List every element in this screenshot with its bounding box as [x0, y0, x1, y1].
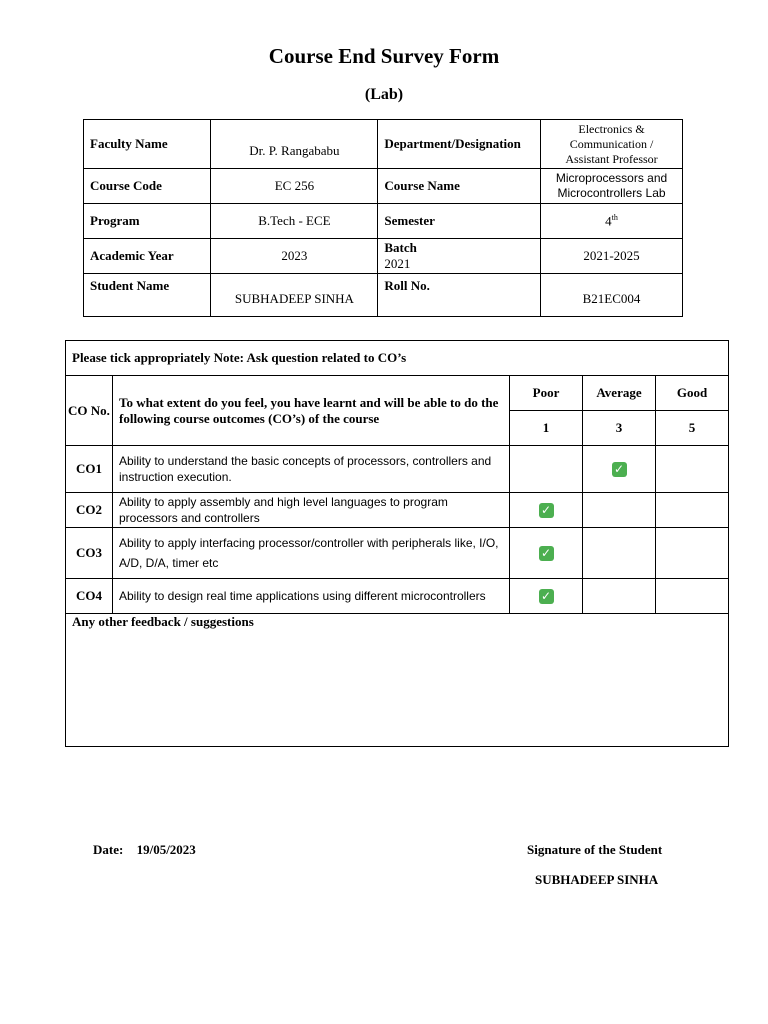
checkmark-icon: ✓	[539, 546, 554, 561]
page-title: Course End Survey Form	[268, 44, 500, 68]
page-subtitle: (Lab)	[364, 86, 404, 103]
department-value: Electronics & Communication / Assistant Professor	[541, 120, 683, 169]
feedback-row	[66, 614, 729, 747]
info-row-course	[84, 169, 683, 204]
info-row-faculty	[84, 120, 683, 169]
feedback-label: Any other feedback / suggestions	[72, 614, 254, 629]
co1-poor-cell[interactable]	[510, 446, 583, 493]
question-header: To what extent do you feel, you have learnt and will be able to do the following course outcomes (CO’s) of the course	[113, 376, 510, 446]
info-row-student	[84, 274, 683, 317]
co-id: CO4	[66, 579, 113, 614]
co3-average-cell[interactable]	[583, 528, 656, 579]
info-row-academic-year	[84, 239, 683, 274]
co-id: CO1	[66, 446, 113, 493]
co2-poor-cell[interactable]	[510, 493, 583, 528]
feedback-area[interactable]	[66, 614, 729, 747]
survey-row-co2	[66, 493, 729, 528]
semester-suffix: th	[611, 212, 618, 222]
academic-year-value: 2023	[211, 239, 378, 274]
semester-label: Semester	[378, 204, 541, 239]
checkmark-icon: ✓	[612, 462, 627, 477]
co2-good-cell[interactable]	[656, 493, 729, 528]
co-id: CO3	[66, 528, 113, 579]
survey-row-co4	[66, 579, 729, 614]
co-description: Ability to design real time applications using different microcontrollers	[113, 579, 510, 614]
checkmark-icon: ✓	[539, 503, 554, 518]
co1-average-cell[interactable]	[583, 446, 656, 493]
co2-average-cell[interactable]	[583, 493, 656, 528]
program-value: B.Tech - ECE	[211, 204, 378, 239]
batch-start-year: 2021	[384, 256, 411, 271]
date-label: Date:	[93, 842, 124, 857]
faculty-name-value: Dr. P. Rangababu	[211, 120, 378, 169]
rating-score-poor: 1	[510, 411, 583, 446]
date-line	[93, 842, 196, 858]
rating-header-average: Average	[583, 376, 656, 411]
department-label: Department/Designation	[378, 120, 541, 169]
co3-good-cell[interactable]	[656, 528, 729, 579]
co4-good-cell[interactable]	[656, 579, 729, 614]
student-name-value: SUBHADEEP SINHA	[211, 274, 378, 317]
roll-value: B21EC004	[541, 274, 683, 317]
course-outcome-survey-table	[65, 340, 729, 747]
roll-label: Roll No.	[378, 274, 541, 317]
batch-label: Batch	[384, 240, 417, 255]
co4-average-cell[interactable]	[583, 579, 656, 614]
batch-cell	[378, 239, 541, 274]
program-label: Program	[84, 204, 211, 239]
survey-row-co1	[66, 446, 729, 493]
survey-row-co3	[66, 528, 729, 579]
survey-note-row	[66, 341, 729, 376]
survey-note: Please tick appropriately Note: Ask question related to CO’s	[66, 341, 729, 376]
student-name-label: Student Name	[84, 274, 211, 317]
info-row-program	[84, 204, 683, 239]
survey-header-row	[66, 376, 729, 411]
course-code-value: EC 256	[211, 169, 378, 204]
co3-poor-cell[interactable]	[510, 528, 583, 579]
course-info-table	[83, 119, 683, 317]
semester-value: 4	[605, 213, 612, 229]
date-value: 19/05/2023	[136, 842, 196, 857]
co-description: Ability to apply assembly and high level languages to program processors and controllers	[113, 493, 510, 528]
semester-value-cell	[541, 204, 683, 239]
co4-poor-cell[interactable]	[510, 579, 583, 614]
batch-value: 2021-2025	[541, 239, 683, 274]
rating-score-average: 3	[583, 411, 656, 446]
rating-header-poor: Poor	[510, 376, 583, 411]
signature-name: SUBHADEEP SINHA	[535, 872, 659, 887]
co1-good-cell[interactable]	[656, 446, 729, 493]
checkmark-icon: ✓	[539, 589, 554, 604]
co-id: CO2	[66, 493, 113, 528]
signature-label: Signature of the Student	[527, 842, 663, 857]
rating-header-good: Good	[656, 376, 729, 411]
co-description: Ability to apply interfacing processor/controller with peripherals like, I/O, A/D, D/A, timer etc	[113, 528, 510, 579]
academic-year-label: Academic Year	[84, 239, 211, 274]
course-name-value: Microprocessors and Microcontrollers Lab	[541, 169, 683, 204]
course-code-label: Course Code	[84, 169, 211, 204]
co-description: Ability to understand the basic concepts of processors, controllers and instruction execution.	[113, 446, 510, 493]
faculty-name-label: Faculty Name	[84, 120, 211, 169]
rating-score-good: 5	[656, 411, 729, 446]
co-number-header: CO No.	[66, 376, 113, 446]
course-name-label: Course Name	[378, 169, 541, 204]
